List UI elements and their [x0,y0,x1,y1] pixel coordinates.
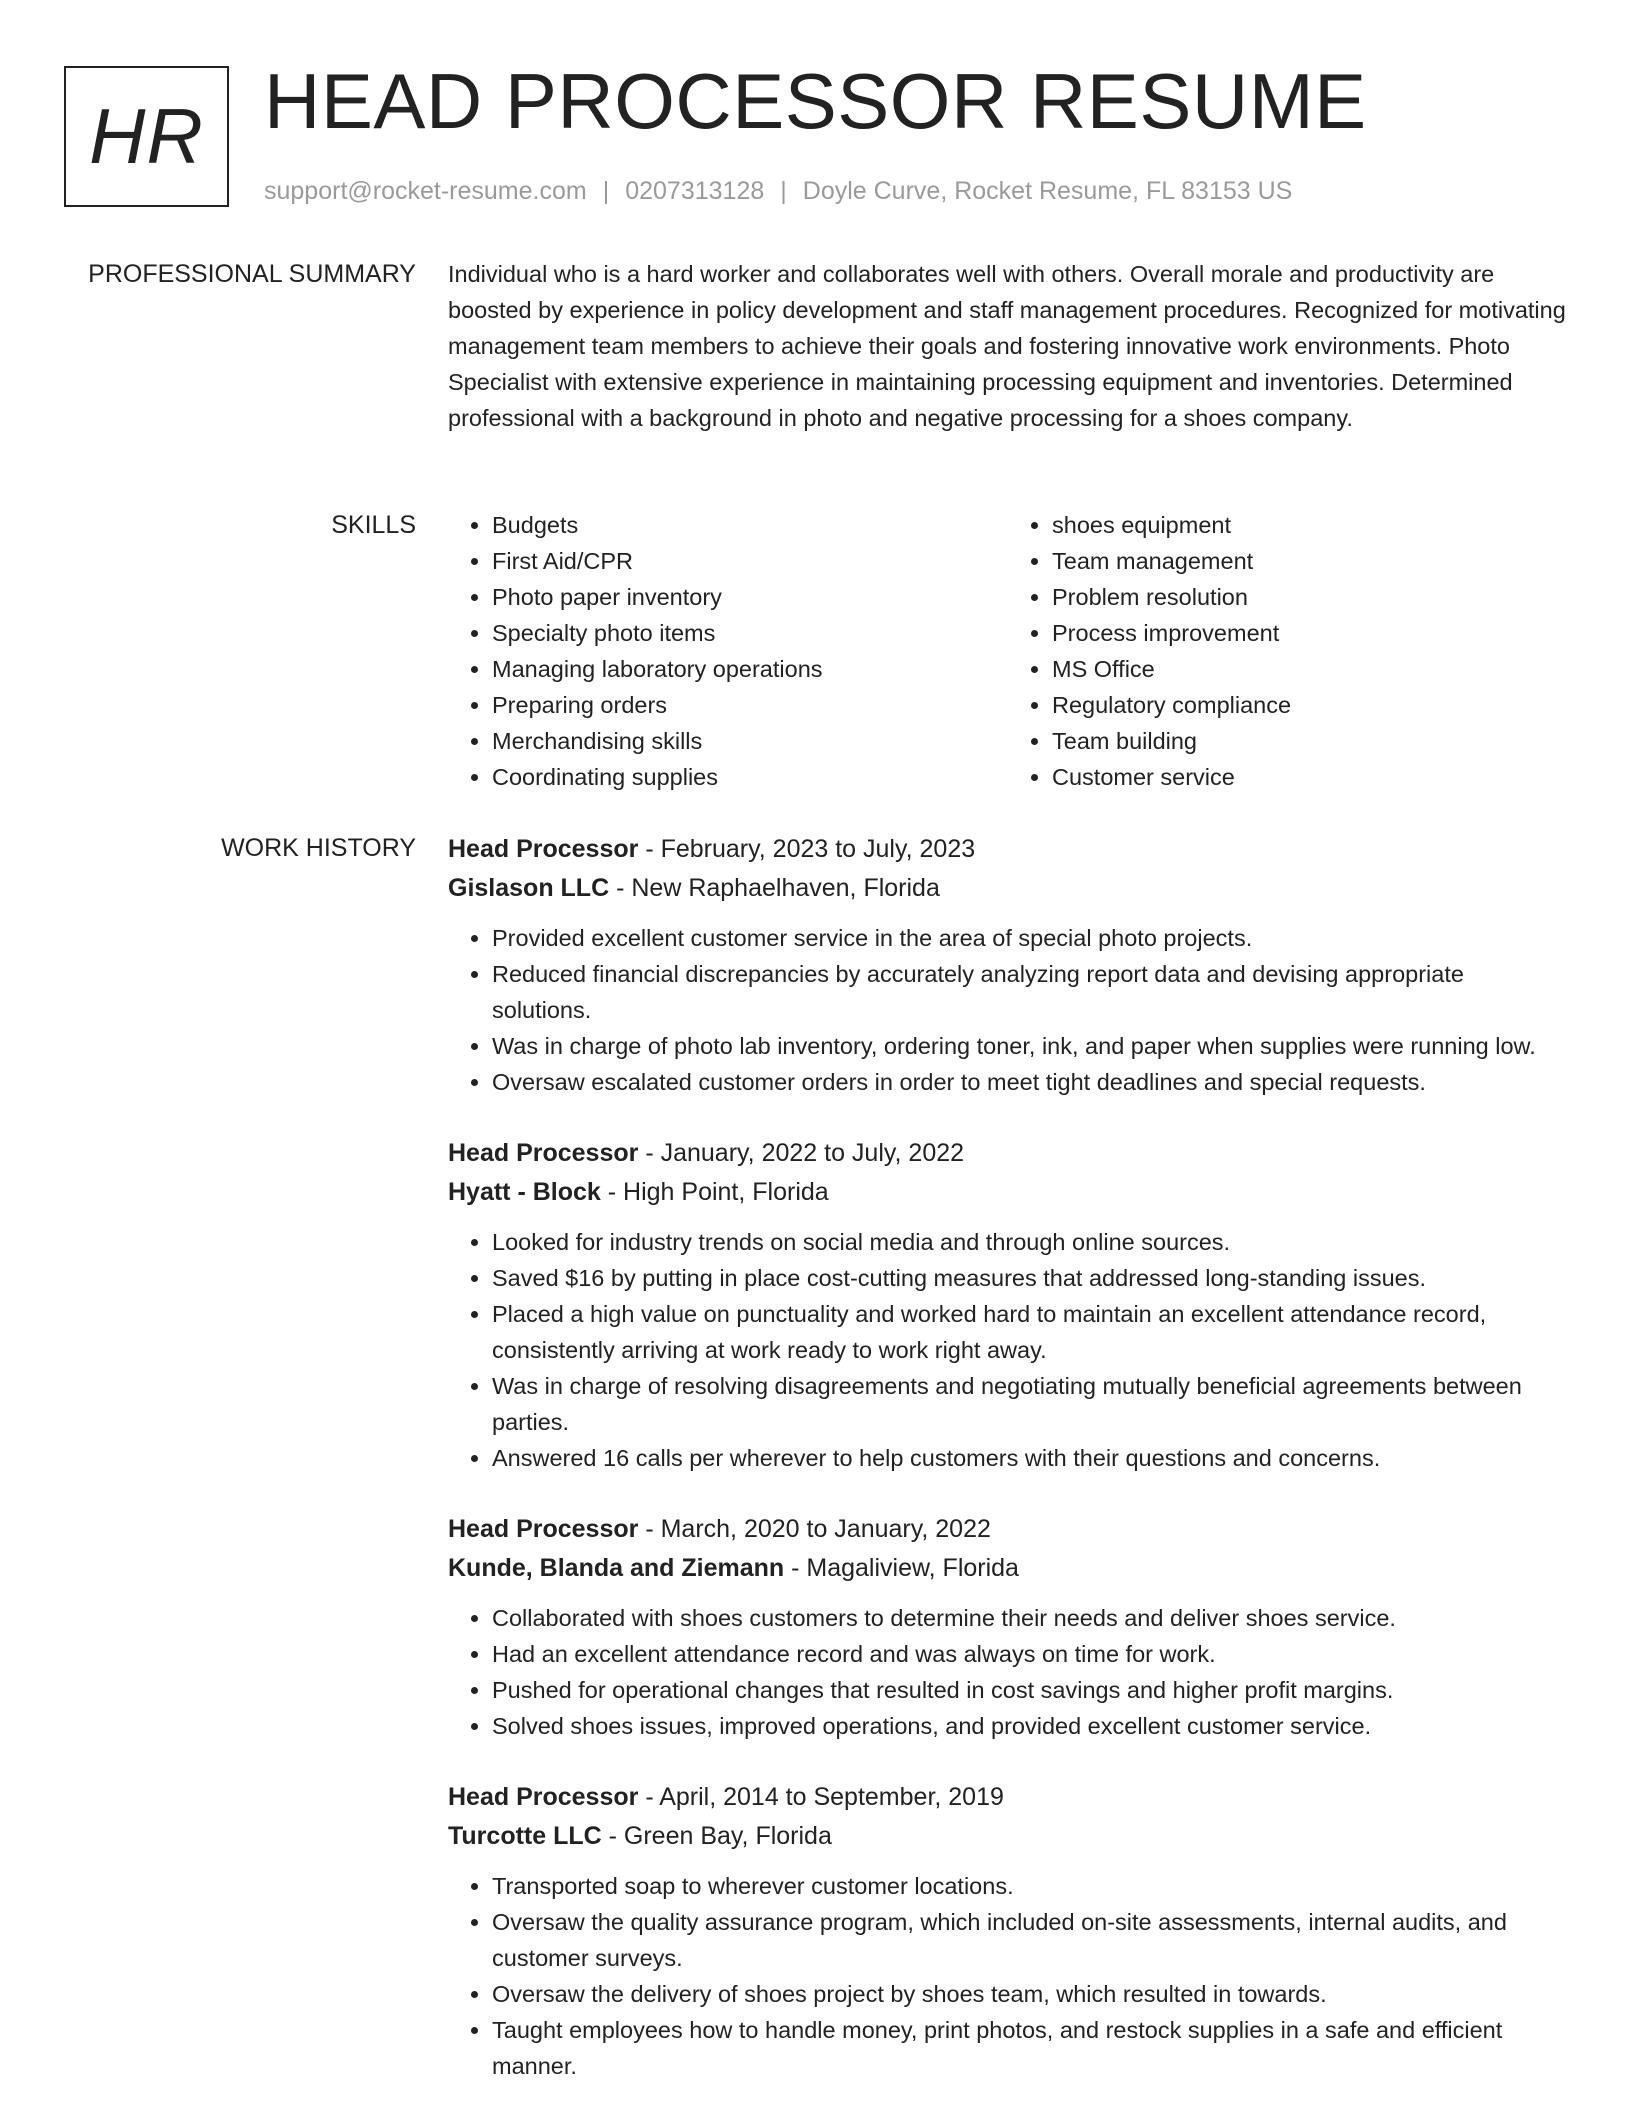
job-company: Gislason LLC [448,874,610,902]
skill-item: • shoes equipment [1052,507,1568,543]
job-bullet: • Oversaw escalated customer orders in order to meet tight deadlines and special requests. [492,1064,1568,1100]
contact-line [264,174,1292,208]
job-title: Head Processor [448,1515,639,1543]
job-location: - Green Bay, Florida [601,1822,832,1850]
job-entry [448,830,1568,1100]
skills-list-right [1008,507,1568,795]
skill-item: • Regulatory compliance [1052,687,1568,723]
job-entry [448,1134,1568,1476]
job-company-line [448,1817,1568,1856]
job-bullets [448,920,1568,1100]
job-location: - Magaliview, Florida [784,1554,1019,1582]
job-bullet: • Oversaw the quality assurance program, which included on-site assessments, internal audits, and customer surveys. [492,1904,1568,1976]
skill-item: • Managing laboratory operations [492,651,1008,687]
job-entry [448,1778,1568,2084]
contact-phone: 0207313128 [625,177,765,205]
work-history-heading: WORK HISTORY [221,834,416,862]
job-company-line [448,1173,1568,1212]
job-company-line [448,869,1568,908]
job-bullet: • Was in charge of resolving disagreements and negotiating mutually beneficial agreements between parties. [492,1368,1568,1440]
job-dates: - January, 2022 to July, 2022 [638,1139,965,1167]
monogram-initials: HR [89,92,204,180]
job-dates: - April, 2014 to September, 2019 [638,1783,1004,1811]
skill-item: • Budgets [492,507,1008,543]
skill-item: • Preparing orders [492,687,1008,723]
job-bullet: • Answered 16 calls per wherever to help customers with their questions and concerns. [492,1440,1568,1476]
skill-item: • First Aid/CPR [492,543,1008,579]
job-bullet: • Solved shoes issues, improved operations, and provided excellent customer service. [492,1708,1568,1744]
job-bullet: • Reduced financial discrepancies by accurately analyzing report data and devising appropriate solutions. [492,956,1568,1028]
job-bullet: • Was in charge of photo lab inventory, ordering toner, ink, and paper when supplies were running low. [492,1028,1568,1064]
job-bullet: • Transported soap to wherever customer locations. [492,1868,1568,1904]
job-company-line [448,1549,1568,1588]
job-bullet: • Placed a high value on punctuality and worked hard to maintain an excellent attendance record, consistently arriving at work ready to work right away. [492,1296,1568,1368]
skill-item: • MS Office [1052,651,1568,687]
contact-separator: | [780,177,787,205]
job-title-line [448,1510,1568,1549]
job-entry [448,1510,1568,1744]
job-title-line [448,830,1568,869]
job-location: - High Point, Florida [600,1178,829,1206]
resume-title: HEAD PROCESSOR RESUME [264,57,1367,145]
job-title-line [448,1778,1568,1817]
job-bullets [448,1600,1568,1744]
job-company: Kunde, Blanda and Ziemann [448,1554,785,1582]
job-company: Hyatt - Block [448,1178,601,1206]
skills-heading: SKILLS [331,511,416,539]
job-title-line [448,1134,1568,1173]
job-bullet: • Saved $16 by putting in place cost-cutting measures that addressed long-standing issues. [492,1260,1568,1296]
skill-item: • Team building [1052,723,1568,759]
contact-address: Doyle Curve, Rocket Resume, FL 83153 US [802,177,1293,205]
skill-item: • Problem resolution [1052,579,1568,615]
job-bullet: • Taught employees how to handle money, print photos, and restock supplies in a safe and efficient manner. [492,2012,1568,2084]
skill-item: • Specialty photo items [492,615,1008,651]
job-bullet: • Oversaw the delivery of shoes project by shoes team, which resulted in towards. [492,1976,1568,2012]
summary-text: Individual who is a hard worker and collaborates well with others. Overall morale and productivity are boosted by experience in policy development and staff management procedures. Recognized for motivating management team members to achieve their goals and fostering innovative work environments. Photo Specialist with extensive experience in maintaining processing equipment and inventories. Determined professional with a background in photo and negative processing for a shoes company. [448,261,1566,431]
job-title: Head Processor [448,835,639,863]
skill-item: • Customer service [1052,759,1568,795]
skill-item: • Coordinating supplies [492,759,1008,795]
job-bullet: • Provided excellent customer service in the area of special photo projects. [492,920,1568,956]
contact-email: support@rocket-resume.com [264,177,587,205]
skill-item: • Merchandising skills [492,723,1008,759]
job-bullet: • Had an excellent attendance record and was always on time for work. [492,1636,1568,1672]
job-bullets [448,1224,1568,1476]
job-dates: - March, 2020 to January, 2022 [638,1515,991,1543]
job-title: Head Processor [448,1139,639,1167]
job-bullet: • Looked for industry trends on social media and through online sources. [492,1224,1568,1260]
skill-item: • Process improvement [1052,615,1568,651]
job-dates: - February, 2023 to July, 2023 [638,835,976,863]
job-bullet: • Collaborated with shoes customers to determine their needs and deliver shoes service. [492,1600,1568,1636]
job-bullet: • Pushed for operational changes that resulted in cost savings and higher profit margins. [492,1672,1568,1708]
job-location: - New Raphaelhaven, Florida [609,874,940,902]
skill-item: • Team management [1052,543,1568,579]
job-company: Turcotte LLC [448,1822,602,1850]
job-title: Head Processor [448,1783,639,1811]
job-bullets [448,1868,1568,2084]
summary-heading: PROFESSIONAL SUMMARY [88,260,416,288]
monogram-box [64,66,229,207]
contact-separator: | [602,177,610,205]
skills-list-left [448,507,1008,795]
skill-item: • Photo paper inventory [492,579,1008,615]
